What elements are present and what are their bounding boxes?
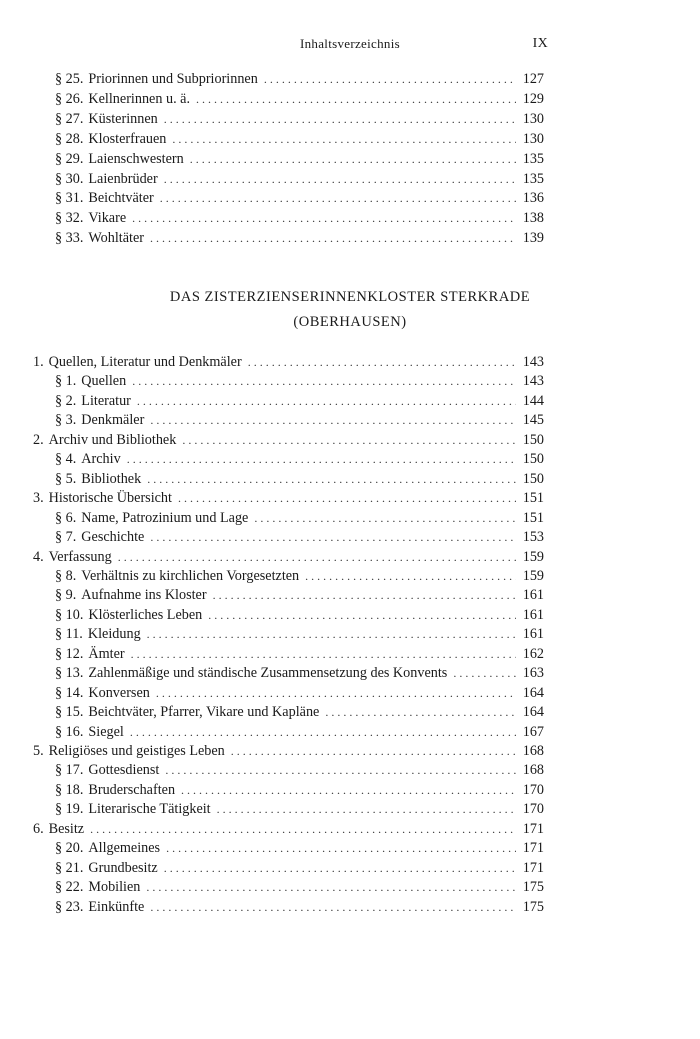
toc-entry-number: § 5. bbox=[55, 470, 77, 487]
dot-leader bbox=[196, 89, 516, 109]
dot-leader bbox=[156, 683, 516, 703]
toc-entry-label: Archiv bbox=[81, 451, 121, 468]
toc-entry-label: Zahlenmäßige und ständische Zusammensetzung des Konvents bbox=[88, 665, 448, 682]
toc-entry-number: § 28. bbox=[55, 130, 84, 147]
toc-entry-page: 151 bbox=[522, 509, 544, 526]
dot-leader bbox=[150, 527, 516, 547]
toc-entry-label: Beichtväter bbox=[88, 190, 154, 207]
toc-entry-page: 161 bbox=[522, 606, 544, 623]
dot-leader bbox=[147, 624, 516, 644]
toc-entry-number: § 19. bbox=[55, 801, 84, 818]
dot-leader bbox=[305, 566, 516, 586]
toc-entry-label: Konversen bbox=[88, 684, 150, 701]
toc-entry bbox=[55, 391, 544, 411]
toc-entry-page: 135 bbox=[522, 170, 544, 187]
toc-entry-number: § 12. bbox=[55, 645, 84, 662]
toc-entry-number: 3. bbox=[33, 490, 44, 507]
toc-entry-label: Archiv und Bibliothek bbox=[48, 431, 177, 448]
toc-entry-number: 5. bbox=[33, 743, 44, 759]
toc-entry-number: 4. bbox=[33, 548, 44, 565]
dot-leader bbox=[160, 188, 516, 208]
toc-entry-page: 143 bbox=[522, 373, 544, 390]
toc-entry bbox=[55, 605, 544, 625]
toc-entry-number: § 11. bbox=[55, 626, 83, 643]
toc-entry-page: 135 bbox=[522, 150, 544, 167]
toc-entry bbox=[55, 371, 544, 391]
toc-entry-label: Ämter bbox=[88, 645, 125, 662]
toc-entry-page: 171 bbox=[522, 859, 544, 876]
dot-leader bbox=[132, 371, 516, 391]
dot-leader bbox=[166, 838, 516, 858]
toc-entry-page: 150 bbox=[522, 431, 544, 448]
toc-entry-label: Allgemeines bbox=[88, 840, 161, 857]
toc-entry bbox=[55, 208, 544, 228]
toc-entry bbox=[33, 547, 544, 567]
toc-entry bbox=[55, 89, 544, 109]
toc-entry bbox=[55, 897, 544, 917]
toc-entry-page: 144 bbox=[522, 392, 544, 409]
toc-entry-label: Vikare bbox=[88, 210, 127, 227]
toc-entry-label: Küsterinnen bbox=[88, 110, 158, 127]
toc-entry-page: 162 bbox=[522, 645, 544, 662]
dot-leader bbox=[181, 780, 516, 800]
toc-entry-number: § 23. bbox=[55, 898, 84, 915]
toc-entry-number: § 20. bbox=[55, 840, 84, 857]
toc-entry-label: Quellen, Literatur und Denkmäler bbox=[48, 354, 242, 370]
toc-entry-number: § 4. bbox=[55, 451, 77, 468]
toc-entry-label: Bibliothek bbox=[81, 470, 142, 487]
dot-leader bbox=[118, 547, 516, 567]
toc-entry-number: § 8. bbox=[55, 567, 77, 584]
toc-entry-page: 143 bbox=[522, 354, 544, 370]
toc-entry bbox=[55, 683, 544, 703]
toc-entry bbox=[55, 410, 544, 430]
toc-entry bbox=[55, 644, 544, 664]
toc-entry-page: 161 bbox=[522, 587, 544, 604]
toc-entry-label: Name, Patrozinium und Lage bbox=[81, 509, 249, 526]
dot-leader bbox=[146, 877, 516, 897]
toc-entry-label: Kleidung bbox=[87, 626, 141, 643]
dot-leader bbox=[325, 702, 516, 722]
toc-entry-page: 171 bbox=[522, 840, 544, 857]
toc-entry-page: 139 bbox=[522, 230, 544, 247]
toc-entry-number: § 17. bbox=[55, 762, 84, 779]
toc-entry bbox=[33, 741, 544, 761]
toc-entry bbox=[55, 702, 544, 722]
dot-leader bbox=[165, 760, 516, 780]
toc-entry bbox=[33, 819, 544, 839]
toc-entry-number: § 22. bbox=[55, 879, 84, 896]
toc-entry-page: 161 bbox=[522, 626, 544, 643]
toc-entry bbox=[55, 858, 544, 878]
toc-entry-page: 175 bbox=[522, 879, 544, 896]
toc-entry bbox=[33, 488, 544, 508]
toc-entry-label: Beichtväter, Pfarrer, Vikare und Kapläne bbox=[88, 704, 320, 721]
toc-entry bbox=[55, 149, 544, 169]
dot-leader bbox=[150, 897, 516, 917]
dot-leader bbox=[130, 722, 516, 742]
toc-entry-page: 164 bbox=[522, 704, 544, 721]
dot-leader bbox=[150, 410, 516, 430]
running-header-title: Inhaltsverzeichnis bbox=[300, 36, 400, 51]
toc-entry bbox=[33, 352, 544, 372]
toc-entry bbox=[55, 838, 544, 858]
toc-entry-label: Gottesdienst bbox=[88, 762, 160, 779]
toc-entry-number: § 27. bbox=[55, 110, 84, 127]
toc-entry-number: § 18. bbox=[55, 781, 84, 798]
toc-entry-label: Einkünfte bbox=[88, 898, 145, 915]
toc-entry bbox=[55, 109, 544, 129]
toc-entry bbox=[55, 877, 544, 897]
dot-leader bbox=[137, 391, 516, 411]
toc-entry-number: § 14. bbox=[55, 684, 84, 701]
toc-entry bbox=[55, 129, 544, 149]
dot-leader bbox=[164, 109, 516, 129]
dot-leader bbox=[150, 228, 516, 248]
toc-entry-label: Kellnerinnen u. ä. bbox=[88, 90, 191, 107]
toc-entry-number: § 15. bbox=[55, 704, 84, 721]
toc-entry-label: Aufnahme ins Kloster bbox=[81, 587, 207, 604]
toc-entry-label: Literarische Tätigkeit bbox=[88, 801, 211, 818]
toc-entry-number: § 1. bbox=[55, 373, 77, 390]
toc-entry-label: Grundbesitz bbox=[88, 859, 158, 876]
toc-entry bbox=[55, 566, 544, 586]
toc-entry-number: § 25. bbox=[55, 71, 84, 87]
toc-entry-number: 1. bbox=[33, 354, 44, 370]
toc-entry-page: 164 bbox=[522, 684, 544, 701]
toc-entry-number: § 9. bbox=[55, 587, 77, 604]
toc-entry bbox=[55, 469, 544, 489]
toc-entry bbox=[55, 188, 544, 208]
toc-entry-label: Besitz bbox=[48, 820, 85, 837]
toc-entry-page: 145 bbox=[522, 412, 544, 429]
toc-entry-page: 130 bbox=[522, 130, 544, 147]
toc-entry-label: Bruderschaften bbox=[88, 781, 176, 798]
section-title-line1: DAS ZISTERZIENSERINNENKLOSTER STERKRADE bbox=[169, 289, 531, 305]
dot-leader bbox=[453, 663, 516, 683]
dot-leader bbox=[131, 644, 516, 664]
dot-leader bbox=[178, 488, 516, 508]
toc-entry-number: § 30. bbox=[55, 170, 84, 187]
toc-entry-page: 163 bbox=[522, 665, 544, 682]
toc-entry bbox=[55, 760, 544, 780]
toc-entry-label: Priorinnen und Subpriorinnen bbox=[88, 71, 258, 87]
toc-entry-number: § 2. bbox=[55, 392, 77, 409]
toc-entry-label: Historische Übersicht bbox=[48, 490, 172, 507]
toc-entry-label: Quellen bbox=[81, 373, 127, 390]
dot-leader bbox=[254, 508, 516, 528]
dot-leader bbox=[182, 430, 516, 450]
toc-entry-page: 129 bbox=[522, 90, 544, 107]
toc-entry bbox=[33, 430, 544, 450]
dot-leader bbox=[190, 149, 516, 169]
running-header bbox=[0, 36, 700, 56]
toc-entry-number: § 21. bbox=[55, 859, 84, 876]
dot-leader bbox=[164, 858, 516, 878]
toc-entry-page: 170 bbox=[522, 781, 544, 798]
toc-entry-label: Klösterliches Leben bbox=[88, 606, 203, 623]
toc-entry-number: § 31. bbox=[55, 190, 84, 207]
toc-entry bbox=[55, 663, 544, 683]
toc-entry-label: Religiöses und geistiges Leben bbox=[48, 743, 225, 759]
toc-entry-label: Geschichte bbox=[81, 529, 145, 546]
dot-leader bbox=[213, 585, 516, 605]
dot-leader bbox=[231, 741, 516, 761]
toc-entry-page: 130 bbox=[522, 110, 544, 127]
toc-entry-page: 150 bbox=[522, 451, 544, 468]
toc-entry-number: § 33. bbox=[55, 230, 84, 247]
toc-entry bbox=[55, 527, 544, 547]
toc-entry-page: 138 bbox=[522, 210, 544, 227]
dot-leader bbox=[90, 819, 516, 839]
toc-entry-label: Verhältnis zu kirchlichen Vorgesetzten bbox=[81, 567, 300, 584]
toc-entry-label: Mobilien bbox=[88, 879, 141, 896]
toc-entry bbox=[55, 169, 544, 189]
toc-entry-page: 153 bbox=[522, 529, 544, 546]
toc-entry bbox=[55, 69, 544, 89]
toc-entry-label: Wohltäter bbox=[88, 230, 144, 247]
toc-entry bbox=[55, 624, 544, 644]
toc-entry-page: 136 bbox=[522, 190, 544, 207]
toc-entry-number: § 16. bbox=[55, 723, 84, 740]
dot-leader bbox=[132, 208, 516, 228]
toc-entry-label: Laienbrüder bbox=[88, 170, 158, 187]
dot-leader bbox=[147, 469, 516, 489]
toc-entry-page: 171 bbox=[522, 820, 544, 837]
toc-entry-number: § 7. bbox=[55, 529, 77, 546]
toc-entry-label: Literatur bbox=[81, 392, 131, 409]
dot-leader bbox=[264, 69, 516, 89]
toc-entry-label: Siegel bbox=[88, 723, 124, 740]
toc-entry-page: 168 bbox=[522, 743, 544, 759]
toc-entry-number: § 6. bbox=[55, 509, 77, 526]
toc-entry bbox=[55, 722, 544, 742]
toc-entry-label: Laienschwestern bbox=[88, 150, 184, 167]
toc-entry-number: 2. bbox=[33, 431, 44, 448]
dot-leader bbox=[208, 605, 516, 625]
toc-entry-number: 6. bbox=[33, 820, 44, 837]
toc-entry bbox=[55, 228, 544, 248]
toc-entry-number: § 13. bbox=[55, 665, 84, 682]
toc-entry-page: 127 bbox=[522, 71, 544, 87]
toc-entry-page: 168 bbox=[522, 762, 544, 779]
toc-entry bbox=[55, 449, 544, 469]
toc-entry-number: § 10. bbox=[55, 606, 84, 623]
toc-entry-number: § 32. bbox=[55, 210, 84, 227]
toc-entry-label: Denkmäler bbox=[81, 412, 145, 429]
toc-entry-number: § 29. bbox=[55, 150, 84, 167]
dot-leader bbox=[164, 169, 516, 189]
toc-entry-page: 159 bbox=[522, 548, 544, 565]
page-number: IX bbox=[532, 36, 548, 51]
toc-entry bbox=[55, 780, 544, 800]
dot-leader bbox=[248, 352, 516, 372]
toc-entry bbox=[55, 585, 544, 605]
toc-entry-label: Klosterfrauen bbox=[88, 130, 167, 147]
toc-entry-page: 159 bbox=[522, 567, 544, 584]
toc-entry bbox=[55, 508, 544, 528]
toc-entry-page: 151 bbox=[522, 490, 544, 507]
section-title-line2: (OBERHAUSEN) bbox=[293, 314, 407, 330]
toc-entry-page: 167 bbox=[522, 723, 544, 740]
toc-entry bbox=[55, 799, 544, 819]
toc-entry-number: § 26. bbox=[55, 90, 84, 107]
toc-entry-page: 150 bbox=[522, 470, 544, 487]
dot-leader bbox=[217, 799, 516, 819]
toc-entry-page: 170 bbox=[522, 801, 544, 818]
toc-entry-label: Verfassung bbox=[48, 548, 112, 565]
toc-entry-number: § 3. bbox=[55, 412, 77, 429]
toc-entry-page: 175 bbox=[522, 898, 544, 915]
dot-leader bbox=[172, 129, 516, 149]
dot-leader bbox=[127, 449, 516, 469]
